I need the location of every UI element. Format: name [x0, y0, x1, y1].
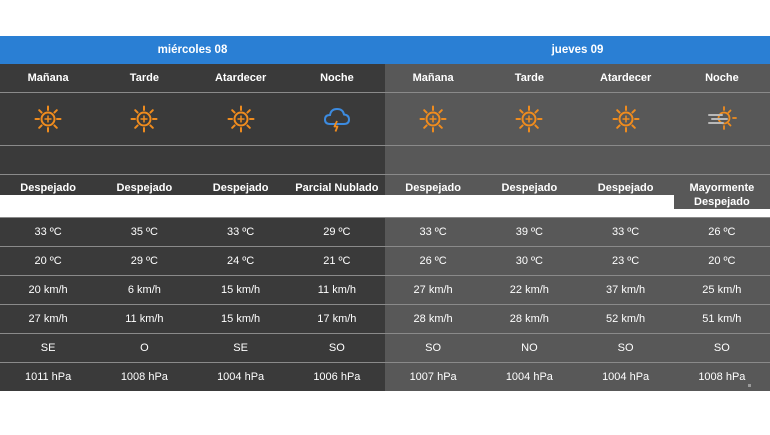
wind-direction: SO: [578, 334, 674, 362]
sun-icon: [578, 93, 674, 145]
sun-icon: [0, 93, 96, 145]
temp-max: 29 ºC: [289, 218, 385, 246]
condition: Mayormente Despejado: [674, 175, 770, 209]
wind-speed: 27 km/h: [385, 276, 481, 304]
condition: Despejado: [385, 175, 481, 195]
wind-speed: 20 km/h: [0, 276, 96, 304]
temp-min: 29 ºC: [96, 247, 192, 275]
blank-cell: [385, 146, 481, 174]
temp-min: 20 ºC: [674, 247, 770, 275]
temp-min: 26 ºC: [385, 247, 481, 275]
temp-max: 35 ºC: [96, 218, 192, 246]
temp-max: 26 ºC: [674, 218, 770, 246]
wind-speed: 22 km/h: [481, 276, 577, 304]
wind-gust: 28 km/h: [385, 305, 481, 333]
condition: Despejado: [578, 175, 674, 195]
temp-min: 21 ºC: [289, 247, 385, 275]
wind-direction: SO: [289, 334, 385, 362]
temp-max-row: [0, 218, 770, 247]
period-name: Mañana: [0, 64, 96, 92]
temp-min: 20 ºC: [0, 247, 96, 275]
weather-forecast-table: [0, 36, 770, 391]
wind-direction: SO: [385, 334, 481, 362]
wind-gust: 51 km/h: [674, 305, 770, 333]
wind-gust: 15 km/h: [193, 305, 289, 333]
wind-speed: 6 km/h: [96, 276, 192, 304]
wind-speed: 25 km/h: [674, 276, 770, 304]
wind-direction: NO: [481, 334, 577, 362]
period-name-row: [0, 64, 770, 93]
wind-gust-row: [0, 305, 770, 334]
day-header-1: miércoles 08: [157, 44, 228, 56]
condition: Despejado: [193, 175, 289, 195]
day-header-2: jueves 09: [551, 44, 604, 56]
period-icon-row: [0, 93, 770, 146]
wind-gust: 17 km/h: [289, 305, 385, 333]
pressure: 1004 hPa: [481, 363, 577, 391]
period-name: Atardecer: [578, 64, 674, 92]
condition: Parcial Nublado: [289, 175, 385, 195]
wind-direction: SO: [674, 334, 770, 362]
condition: Despejado: [0, 175, 96, 195]
pressure: 1011 hPa: [0, 363, 96, 391]
pressure: 1004 hPa: [578, 363, 674, 391]
blank-cell: [578, 146, 674, 174]
temp-min-row: [0, 247, 770, 276]
temp-min: 23 ºC: [578, 247, 674, 275]
wind-gust: 27 km/h: [0, 305, 96, 333]
condition-row: [0, 175, 770, 218]
temp-max: 39 ºC: [481, 218, 577, 246]
blank-cell: [0, 146, 96, 174]
pressure: 1004 hPa: [193, 363, 289, 391]
blank-cell: [193, 146, 289, 174]
sun-icon: [96, 93, 192, 145]
blank-cell: [481, 146, 577, 174]
blank-cell-row: [0, 146, 770, 175]
wind-speed: 15 km/h: [193, 276, 289, 304]
temp-min: 30 ºC: [481, 247, 577, 275]
temp-max: 33 ºC: [385, 218, 481, 246]
blank-cell: [96, 146, 192, 174]
period-name: Noche: [674, 64, 770, 92]
pressure: 1006 hPa: [289, 363, 385, 391]
wind-direction: O: [96, 334, 192, 362]
sun-icon: [193, 93, 289, 145]
period-name: Mañana: [385, 64, 481, 92]
cloud-lightning-icon: [289, 93, 385, 145]
temp-max: 33 ºC: [578, 218, 674, 246]
condition: Despejado: [96, 175, 192, 195]
wind-gust: 28 km/h: [481, 305, 577, 333]
period-name: Noche: [289, 64, 385, 92]
wind-direction: SE: [193, 334, 289, 362]
sun-icon: [385, 93, 481, 145]
day-header-row: [0, 36, 770, 64]
wind-speed: 37 km/h: [578, 276, 674, 304]
wind-gust: 52 km/h: [578, 305, 674, 333]
wind-speed: 11 km/h: [289, 276, 385, 304]
blank-cell: [289, 146, 385, 174]
scroll-marker: [748, 384, 751, 387]
pressure: 1007 hPa: [385, 363, 481, 391]
pressure-row: [0, 363, 770, 391]
period-name: Atardecer: [193, 64, 289, 92]
wind-speed-row: [0, 276, 770, 305]
wind-direction: SE: [0, 334, 96, 362]
period-name: Tarde: [96, 64, 192, 92]
pressure: 1008 hPa: [674, 363, 770, 391]
temp-max: 33 ºC: [193, 218, 289, 246]
blank-cell: [674, 146, 770, 174]
period-name: Tarde: [481, 64, 577, 92]
condition: Despejado: [481, 175, 577, 195]
wind-gust: 11 km/h: [96, 305, 192, 333]
wind-direction-row: [0, 334, 770, 363]
sun-icon: [481, 93, 577, 145]
sun-haze-icon: [674, 93, 770, 145]
temp-max: 33 ºC: [0, 218, 96, 246]
temp-min: 24 ºC: [193, 247, 289, 275]
pressure: 1008 hPa: [96, 363, 192, 391]
